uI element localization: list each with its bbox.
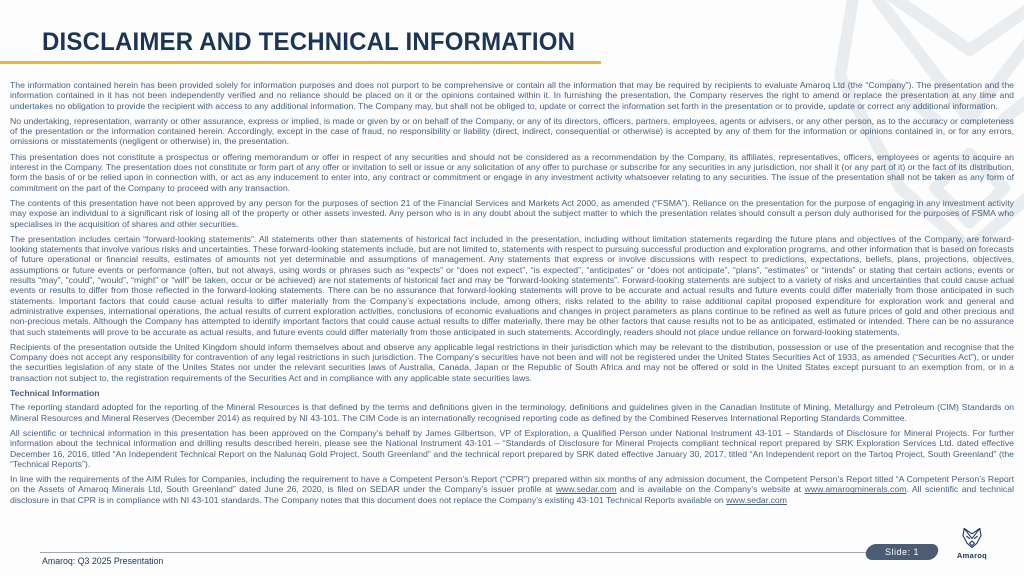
sedar-link[interactable]: www.sedar.com [726,494,787,505]
page-title: DISCLAIMER AND TECHNICAL INFORMATION [42,28,576,56]
jurisdiction-paragraph: Recipients of the presentation outside the United Kingdom should inform themselves about and observe any applicable legal restrictions in their jurisdiction which may be relevant to the distribution, possession or use of the presentation and recognise that the Company does not accept any responsibility for contravention of any legal restrictions in such jurisdiction. The Company’s securities have not been and will not be registered under the United States Securities Act of 1933, as amended (“Securities Act”), or under the securities legislation of any state of the Unites States nor under the relevant securities laws of Australia, Canada, Japan or the Republic of South Africa and may not be offered or sold in the United States except pursuant to an exemption from, or in a transaction not subject to, the registration requirements of the Securities Act and in compliance with any applicable state securities laws. [10,341,1014,383]
disclaimer-paragraph: This presentation does not constitute a prospectus or offering memorandum or offer in respect of any securities and should not be considered as a recommendation by the Company, its affiliates, representatives, officers, employees or agents to acquire an interest in the Company. The presentation does not constitute or form part of any offer or invitation to sell or issue or any solicitation of any offer to purchase or subscribe for any securities in any jurisdiction, nor shall it (or any part of it) or the fact of its distribution, form the basis of or be relied upon in connection with, or act as any inducement to enter into, any contract or commitment or engage in any investment activity whatsoever relating to any securities. The issue of the presentation shall not be taken as any form of commitment on the part of the Company to proceed with any transaction. [10,151,1014,193]
disclaimer-paragraph: No undertaking, representation, warranty or other assurance, express or implied, is made or given by or on behalf of the Company, or any of its directors, officers, partners, employees, agents or advisers, or any other person, as to the accuracy or completeness of the presentation or the information contained herein. Accordingly, except in the case of fraud, no responsibility or liability (direct, indirect, consequential or otherwise) is accepted by any of them for the information or opinions contained in, or for any errors, omissions or misstatements (negligent or otherwise) in, the presentation. [10,115,1014,147]
text-segment: In line with the requirements of the AIM Rules for Companies, including the requirement to have a Competent Person’s Report (“CPR”) prepared within six months of any admission document, the Competent Person’s Report titled “A Competent Person’s Report on the Assets of Amaroq Minerals Ltd, South Greenland” dated June 26, 2020, is filed on SEDAR under the Company’s issuer profile at [10,474,1014,495]
disclaimer-body [10,80,1014,550]
text-segment: . All scientific and technical disclosure in that CPR is in compliance with NI 43-101 standards. The Company notes that this document does not replace the Company’s existing 43-101 Technical Reports available on [10,484,1014,505]
amaroq-fox-icon [959,526,985,550]
technical-information-heading: Technical Information [10,388,100,399]
forward-looking-statements-paragraph: The presentation includes certain “forward-looking statements”. All statements other than statements of historical fact included in the presentation, including without limitation statements regarding the future plans and objectives of the Company, are forward-looking statements that involve various risks and uncertainties. These forward-looking statements include, but are not limited to, statements with respect to pursuing successful production and exploration programs, and other information that is based on forecasts of future operational or financial results, estimates of amounts not yet determinable and assumptions of management. Any statements that express or involve discussions with respect to predictions, expectations, beliefs, plans, projections, objectives, assumptions or future events or performance (often, but not always, using words or phrases such as “expects” or “does not expect”, “is expected”, “anticipates” or “does not anticipate”, “plans”, “estimates” or “intends” or stating that certain actions, events or results “may”, “could”, “would”, “might” or “will” be taken, occur or be achieved) are not statements of historical fact and may be “forward-looking statements”. Forward-looking statements are subject to a variety of risks and uncertainties that could cause actual events or results to differ from those reflected in the forward-looking statements. There can be no assurance that forward-looking statements will prove to be accurate and actual results and future events could differ materially from those anticipated in such statements. Important factors that could cause actual results to differ materially from the Company’s expectations include, among others, risks related to the ability to raise additional capital proposed expenditure for exploration work and general and administrative expenses, international operations, the actual results of current exploration activities, conclusions of economic evaluations and changes in project parameters as plans continue to be refined as well as future prices of gold and other precious and non-precious metals. Although the Company has attempted to identify important factors that could cause actual results to differ materially, there may be other factors that cause results not to be as anticipated, estimated or intended. There can be no assurance that such statements will prove to be accurate as actual results, and future events could differ materially from those anticipated in such statements. Accordingly, readers should not place undue reliance on forward-looking statements. [10,233,1014,337]
footer-divider [40,552,866,553]
disclaimer-paragraph: The information contained herein has been provided solely for information purposes and does not purport to be comprehensive or contain all the information that may be required by recipients to evaluate Amaroq Ltd (the “Company”). The presentation and the information contained in it has not been independently verified and no reliance should be placed on it or the opinions contained within it. In furnishing the presentation, the Company reserves the right to amend or replace the presentation at any time and undertakes no obligation to provide the recipient with access to any additional information. The Company may, but shall not be obliged to, update or correct the information set forth in the presentation or to provide, update or correct any additional information. [10,80,1014,111]
technical-paragraph: The reporting standard adopted for the reporting of the Mineral Resources is that defined by the terms and definitions given in the terminology, definitions and guidelines given in the Canadian Institute of Mining, Metallurgy and Petroleum (CIM) Standards on Mineral Resources and Mineral Reserves (December 2014) as required by NI 43-101. The CIM Code is an internationally recognised reporting code as defined by the Combined Reserves International Reporting Standards Committee. [10,402,1014,423]
technical-paragraph: All scientific or technical information in this presentation has been approved on the Company’s behalf by James Gilbertson, VP of Exploration, a Qualified Person under National Instrument 43-101 – Standards of Disclosure for Mineral Projects. For further information about the technical information and drilling results described herein, please see the National Instrument 43-101 – “Standards of Disclosure for Mineral Projects compliant technical report prepared by SRK Exploration Services Ltd. dated effective December 16, 2016, titled “An Independent Technical Report on the Nalunaq Gold Project, South Greenland” and the technical report prepared by SRK dated effective January 30, 2017, titled “An Independent report on the Tartoq Project, South Greenland” (the “Technical Reports”). [10,427,1014,469]
footer-presentation-label: Amaroq: Q3 2025 Presentation [42,556,164,566]
title-underline [0,61,601,64]
sedar-link[interactable]: www.sedar.com [555,484,617,495]
slide-number-badge [864,544,940,560]
amaroqminerals-link[interactable]: www.amaroqminerals.com [804,484,907,495]
text-segment: and is available on the Company’s website at [616,484,805,495]
amaroq-logo-label: Amaroq [956,551,988,560]
disclaimer-paragraph: The contents of this presentation have not been approved by any person for the purposes of section 21 of the Financial Services and Markets Act 2000, as amended (“FSMA”). Reliance on the presentation for the purpose of engaging in any investment activity may expose an individual to a significant risk of losing all of the property or other assets invested. Any person who is in any doubt about the subject matter to which the presentation relates should consult a person duly authorised for the purposes of FSMA who specialises in the acquisition of shares and other securities. [10,197,1014,229]
aim-rules-paragraph [10,474,1014,505]
amaroq-logo [948,526,996,560]
slide-number-label: Slide: 1 [884,547,920,557]
